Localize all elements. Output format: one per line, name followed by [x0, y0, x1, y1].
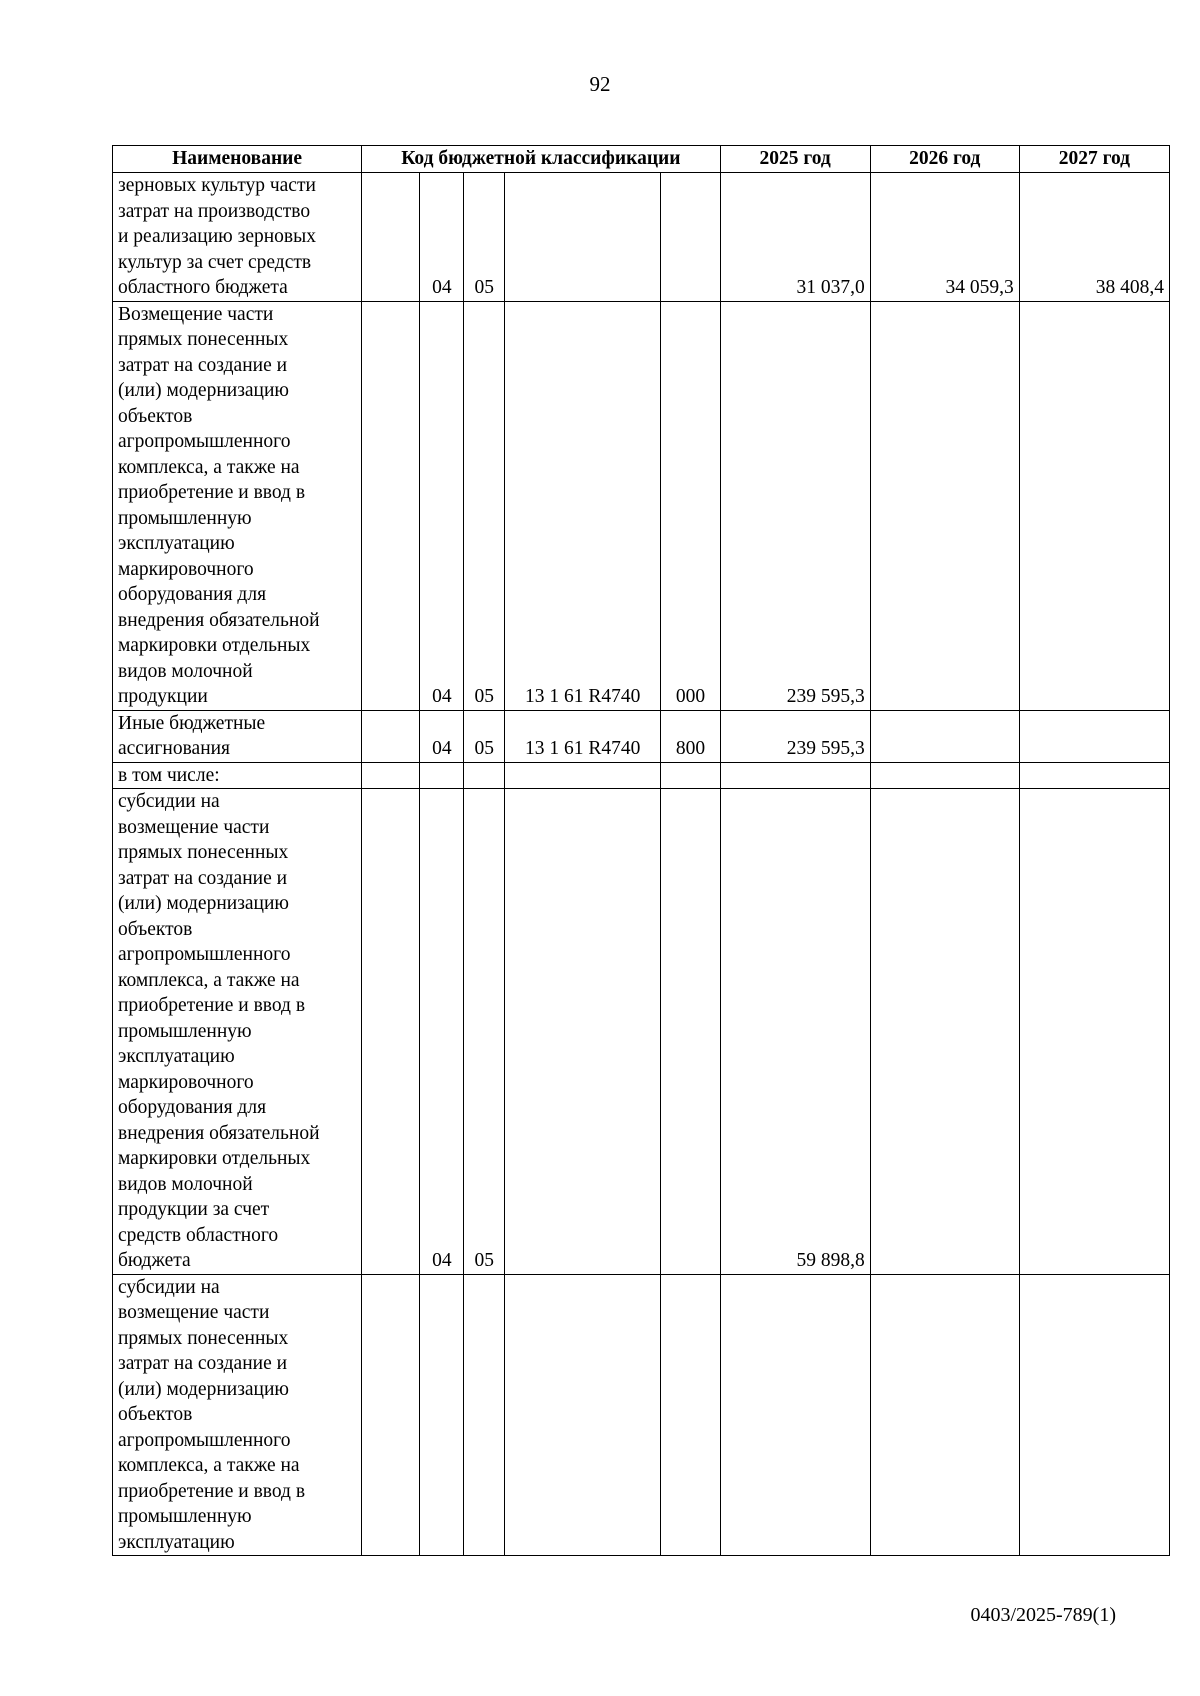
row-amount-2027: [1019, 301, 1169, 710]
row-amount-2026: [870, 1274, 1019, 1556]
row-name: субсидии на возмещение части прямых понесенных затрат на создание и (или) модернизацию объектов агропромышленного комплекса, а также на приобретение и ввод в промышленную эксплуатацию маркировочного оборудования для внедрения обязательной маркировки отдельных видов молочной продукции за счет средств областного бюджета: [113, 789, 362, 1275]
row-amount-2027: 38 408,4: [1019, 173, 1169, 302]
row-amount-2026: 34 059,3: [870, 173, 1019, 302]
table-row: [113, 1274, 1170, 1556]
page-number: 92: [589, 72, 611, 96]
row-code-subsection: 05: [464, 301, 505, 710]
row-code-subsection: [464, 1274, 505, 1556]
table-row: [113, 301, 1170, 710]
row-amount-2027: [1019, 710, 1169, 762]
header-year-2025: 2025 год: [720, 146, 870, 173]
row-code-subsection: 05: [464, 789, 505, 1275]
header-year-2027: 2027 год: [1019, 146, 1169, 173]
row-amount-2025: 59 898,8: [720, 789, 870, 1275]
row-code-section: 04: [420, 710, 464, 762]
table-row: [113, 789, 1170, 1275]
row-amount-2026: [870, 710, 1019, 762]
table-row: [113, 762, 1170, 789]
row-code-target: [505, 762, 661, 789]
row-amount-2026: [870, 789, 1019, 1275]
row-amount-2025: [720, 762, 870, 789]
row-code-section: [420, 1274, 464, 1556]
row-code-expense-type: [661, 789, 720, 1275]
row-amount-2025: [720, 1274, 870, 1556]
row-amount-2025: 239 595,3: [720, 710, 870, 762]
row-code-target: [505, 173, 661, 302]
row-code-expense-type: [661, 173, 720, 302]
row-amount-2027: [1019, 789, 1169, 1275]
row-code-subsection: [464, 762, 505, 789]
row-amount-2025: 31 037,0: [720, 173, 870, 302]
row-code-expense-type: 800: [661, 710, 720, 762]
row-code-1: [362, 1274, 420, 1556]
row-code-section: 04: [420, 173, 464, 302]
table-row: [113, 710, 1170, 762]
row-name: зерновых культур части затрат на производство и реализацию зерновых культур за счет средств областного бюджета: [113, 173, 362, 302]
budget-table: [112, 145, 1170, 1556]
row-code-target: [505, 789, 661, 1275]
row-code-section: 04: [420, 789, 464, 1275]
table-header-row: [113, 146, 1170, 173]
row-name: в том числе:: [113, 762, 362, 789]
row-code-target: 13 1 61 R4740: [505, 710, 661, 762]
row-code-target: 13 1 61 R4740: [505, 301, 661, 710]
row-code-1: [362, 173, 420, 302]
row-amount-2026: [870, 762, 1019, 789]
row-code-1: [362, 301, 420, 710]
row-code-expense-type: 000: [661, 301, 720, 710]
row-code-section: [420, 762, 464, 789]
row-code-subsection: 05: [464, 173, 505, 302]
header-budget-code: Код бюджетной классификации: [362, 146, 720, 173]
row-amount-2026: [870, 301, 1019, 710]
row-name: субсидии на возмещение части прямых понесенных затрат на создание и (или) модернизацию объектов агропромышленного комплекса, а также на приобретение и ввод в промышленную эксплуатацию: [113, 1274, 362, 1556]
row-code-1: [362, 789, 420, 1275]
row-code-subsection: 05: [464, 710, 505, 762]
row-amount-2027: [1019, 762, 1169, 789]
row-code-1: [362, 762, 420, 789]
document-number: 0403/2025-789(1): [970, 1604, 1116, 1626]
row-amount-2025: 239 595,3: [720, 301, 870, 710]
row-amount-2027: [1019, 1274, 1169, 1556]
header-name: Наименование: [113, 146, 362, 173]
row-name: Иные бюджетные ассигнования: [113, 710, 362, 762]
row-code-expense-type: [661, 1274, 720, 1556]
header-year-2026: 2026 год: [870, 146, 1019, 173]
row-code-target: [505, 1274, 661, 1556]
row-code-section: 04: [420, 301, 464, 710]
row-code-1: [362, 710, 420, 762]
row-name: Возмещение части прямых понесенных затрат на создание и (или) модернизацию объектов агропромышленного комплекса, а также на приобретение и ввод в промышленную эксплуатацию маркировочного оборудования для внедрения обязательной маркировки отдельных видов молочной продукции: [113, 301, 362, 710]
row-code-expense-type: [661, 762, 720, 789]
table-row: [113, 173, 1170, 302]
